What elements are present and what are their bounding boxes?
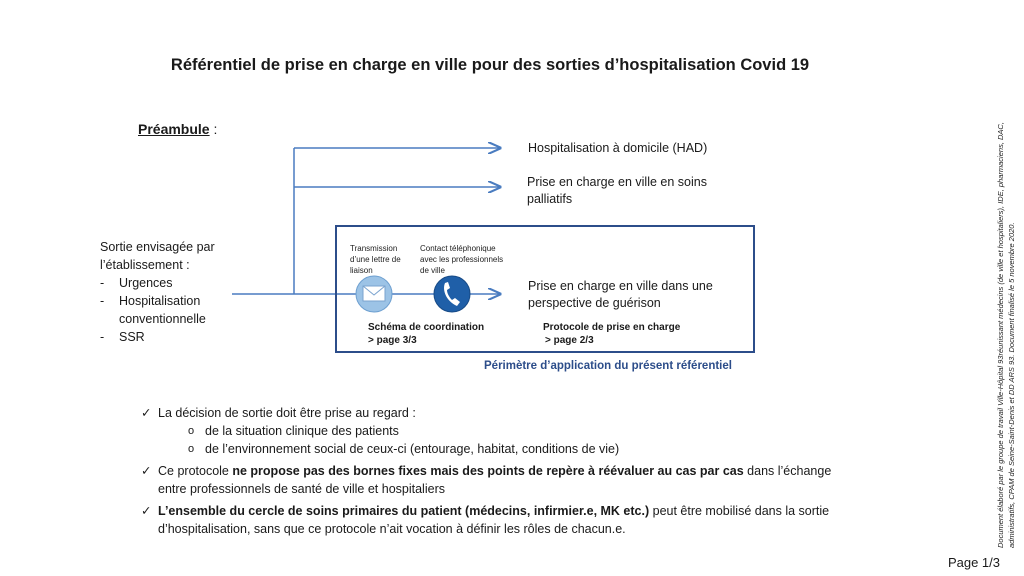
- check-text-post: dans l’échange entre professionnels de santé de ville et hospitaliers: [158, 464, 832, 496]
- source-item: - SSR: [100, 328, 230, 346]
- schema-label: Schéma de coordination: [368, 322, 485, 333]
- check-item: [141, 462, 861, 498]
- outcome-guerison: Prise en charge en ville dans une perspective de guérison: [528, 279, 713, 310]
- check-list: [141, 404, 861, 542]
- preamble-suffix: :: [209, 121, 218, 137]
- sub-item: [158, 422, 861, 440]
- check-item: [141, 404, 861, 458]
- bullet-circle-icon: o: [188, 425, 195, 437]
- phone-icon: [434, 276, 470, 312]
- check-icon: ✓: [141, 504, 152, 518]
- check-text-bold: ne propose pas des bornes fixes mais des points de repère à réévaluer au cas par cas: [232, 464, 744, 478]
- protocole-link[interactable]: [543, 321, 680, 347]
- check-text-post: peut être mobilisé dans la sortie d’hospitalisation, sans que ce protocole n’ait vocation à définir les rôles de chacun.e.: [158, 504, 830, 536]
- sub-item: [158, 440, 861, 458]
- source-block: [100, 238, 230, 346]
- check-icon: ✓: [141, 464, 152, 478]
- outcome-palliatif: Prise en charge en ville en soins palliatifs: [527, 175, 707, 206]
- check-text-bold: L’ensemble du cercle de soins primaires du patient (médecins, infirmier.e, MK etc.): [158, 504, 650, 518]
- source-item: - Hospitalisation conventionnelle: [100, 292, 229, 328]
- check-text-pre: Ce protocole: [158, 464, 233, 478]
- source-heading: Sortie envisagée par l’établissement :: [100, 240, 215, 272]
- sub-item-text: de la situation clinique des patients: [205, 424, 399, 438]
- check-item: [141, 502, 861, 538]
- source-item: - Urgences: [100, 274, 230, 292]
- bullet-circle-icon: o: [188, 443, 195, 455]
- step-letter-label: Transmission d’une lettre de liaison: [350, 244, 401, 275]
- protocole-page: > page 2/3: [545, 335, 594, 346]
- sub-item-text: de l’environnement social de ceux-ci (entourage, habitat, conditions de vie): [205, 442, 620, 456]
- outcome-had: Hospitalisation à domicile (HAD): [528, 141, 708, 155]
- step-phone-label: Contact téléphonique avec les professionnels de ville: [420, 244, 504, 275]
- source-list: [100, 274, 230, 346]
- preamble-label: Préambule: [138, 121, 210, 137]
- schema-page: > page 3/3: [368, 335, 417, 346]
- page-title: Référentiel de prise en charge en ville pour des sorties d’hospitalisation Covid 19: [170, 56, 810, 74]
- page-number: Page 1/3: [947, 555, 1000, 570]
- side-note: Document élaboré par le groupe de travail Ville-Hôpital 93réunissant médecins (de ville et hospitaliers), IDE, pharmaciens, DAC, administratifs, CPAM de Seine-Saint-Denis et DD ARS 93. Document finalisé le 5 novembre 2020.: [996, 122, 1016, 548]
- schema-link[interactable]: [368, 321, 484, 347]
- protocole-label: Protocole de prise en charge: [543, 322, 681, 333]
- scope-caption: Périmètre d’application du présent référentiel: [484, 360, 732, 372]
- mail-icon: [356, 276, 392, 312]
- check-icon: ✓: [141, 406, 152, 420]
- check-text: La décision de sortie doit être prise au regard :: [158, 406, 416, 420]
